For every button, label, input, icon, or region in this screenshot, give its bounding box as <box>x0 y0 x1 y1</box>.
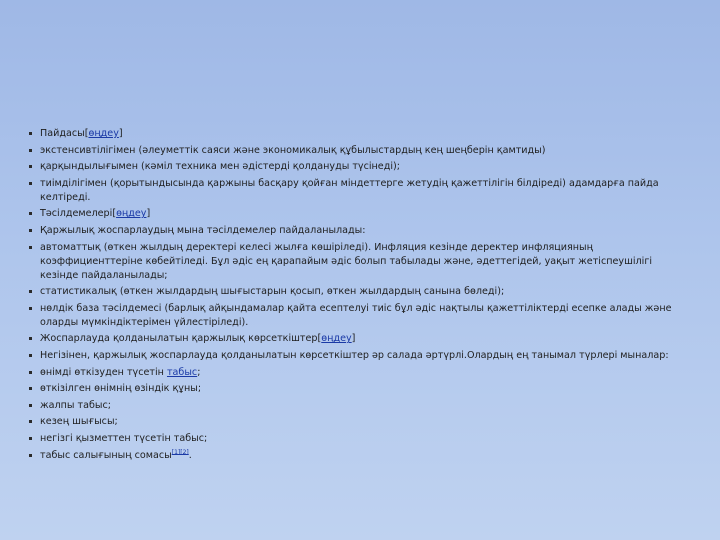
bullet-text: өткізілген өнімнің өзіндік құны; <box>40 383 202 395</box>
list-item <box>28 382 678 396</box>
reference-link[interactable]: [1][2] <box>171 448 189 456</box>
list-item <box>28 399 678 413</box>
list-item <box>28 349 678 363</box>
list-item <box>28 177 678 205</box>
list-item <box>28 415 678 429</box>
bracket-open: [ <box>317 333 322 345</box>
bullet-text: жалпы табыс; <box>40 399 112 411</box>
list-item <box>28 144 678 158</box>
bullet-text: негізгі қызметтен түсетін табыс; <box>40 432 208 444</box>
list-item <box>28 285 678 299</box>
bullet-text: Пайдасы <box>40 128 85 139</box>
bullet-text: табыс салығының сомасы <box>40 449 172 461</box>
bullet-text: нөлдік база тәсілдемесі (барлық айқындамалар қайта есептелуі тиіс бұл әдіс нақтылы қажеттіліктерді есепке алады және оларды мүмкіндіктерімен үйлестіріледі). <box>40 302 672 328</box>
list-item <box>28 224 678 238</box>
bracket-close: ] <box>146 208 151 220</box>
slide-bullet-list <box>28 127 678 465</box>
bullet-text: автоматтық (өткен жылдың деректері келесі жылға көшіріледі). Инфляция кезінде деректер инфляцияның коэффициенттеріне көбейтіледі. Бұл әдіс ең қарапайым әдіс болып табылады және, әдеттегідей, уақыт жетіспеушілігі кезінде пайдаланылады; <box>40 241 653 281</box>
bullet-text: Қаржылық жоспарлаудың мына тәсілдемелер пайдаланылады: <box>40 224 366 236</box>
list-item <box>28 449 678 463</box>
list-item <box>28 127 678 141</box>
list-item <box>28 241 678 283</box>
bullet-text-after: . <box>188 449 192 461</box>
bullet-text: Жоспарлауда қолданылатын қаржылық көрсеткіштер <box>40 333 318 345</box>
bracket-open: [ <box>112 208 117 220</box>
list-item <box>28 366 678 380</box>
list-item <box>28 332 678 346</box>
bullet-text: қарқындылығымен (кәміл техника мен әдістерді қолдануды түсінеді); <box>40 161 400 173</box>
revenue-link[interactable]: табыс <box>166 366 198 378</box>
bullet-text: Тәсілдемелері <box>40 208 113 220</box>
list-item <box>28 432 678 446</box>
bullet-text-after: ; <box>197 366 201 378</box>
bullet-text: өнімді өткізуден түсетін <box>40 366 167 378</box>
bullet-text: экстенсивтілігімен (әлеуметтік саяси және экономикалық құбылыстардың кең шеңберін қамтиды) <box>40 144 546 156</box>
list-item <box>28 302 678 330</box>
bracket-close: ] <box>351 333 356 345</box>
list-item <box>28 207 678 221</box>
bracket-open: [ <box>84 128 89 139</box>
bullet-text: статистикалық (өткен жылдардың шығыстарын қосып, өткен жылдардың санына бөледі); <box>40 286 505 298</box>
bullet-text: кезең шығысы; <box>40 416 118 428</box>
bullet-text: тиімділігімен (қорытындысында қаржыны басқару қойған міндеттерге жетудің қажеттілігін білдіреді) адамдарға пайда келтіреді. <box>40 177 659 203</box>
bracket-close: ] <box>118 128 123 139</box>
edit-link[interactable]: өңдеу <box>88 128 119 139</box>
edit-link[interactable]: өңдеу <box>321 333 352 345</box>
edit-link[interactable]: өңдеу <box>116 208 147 220</box>
bullet-text: Негізінен, қаржылық жоспарлауда қолданылатын көрсеткіштер әр салада әртүрлі.Олардың ең танымал түрлері мыналар: <box>40 349 669 361</box>
list-item <box>28 160 678 174</box>
